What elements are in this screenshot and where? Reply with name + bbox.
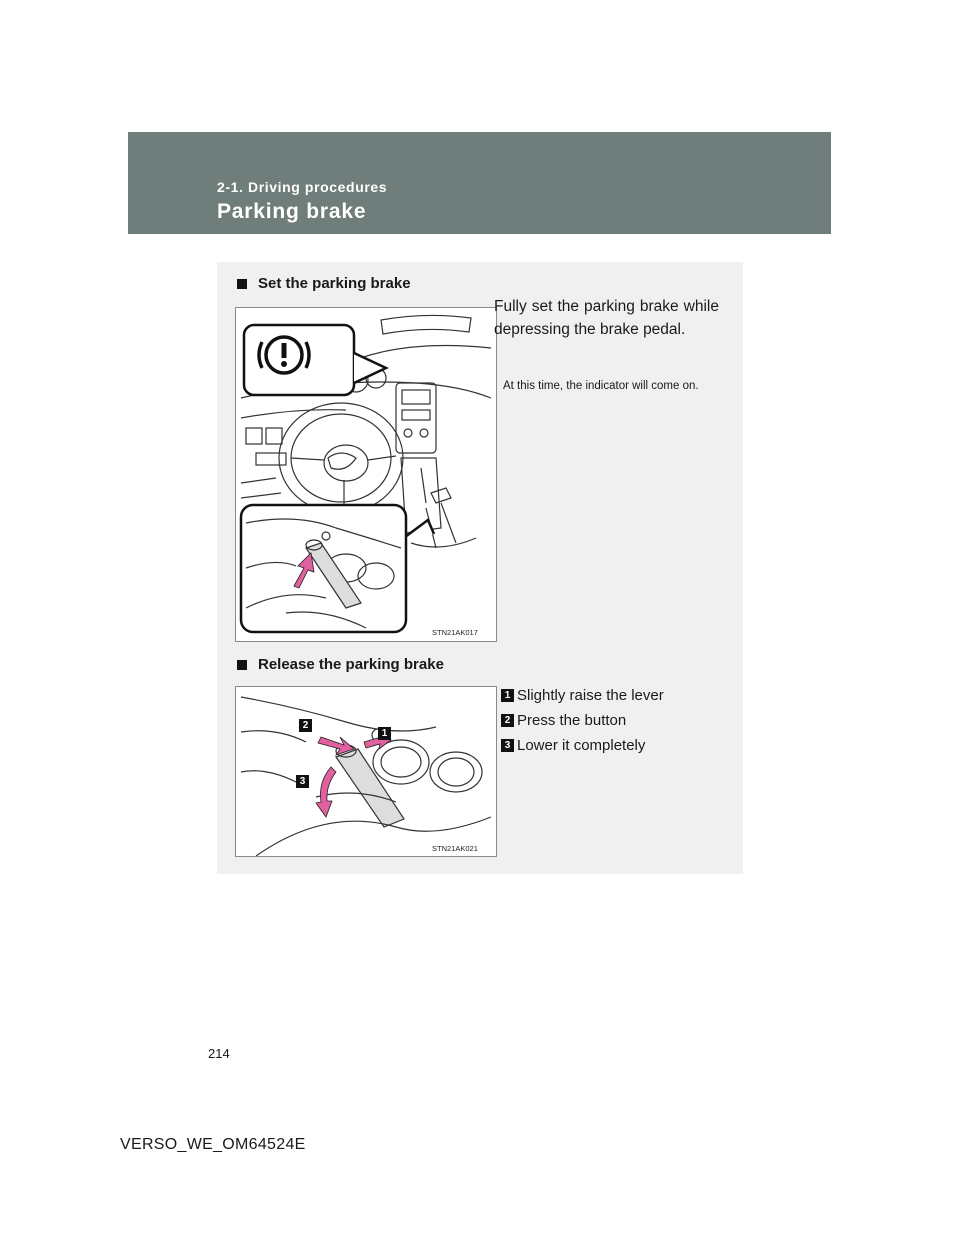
step-text: Press the button	[517, 712, 627, 729]
lower-arrow-icon	[316, 767, 336, 817]
page-number: 214	[208, 1046, 230, 1061]
step-number: 2	[501, 714, 514, 727]
set-heading-text: Set the parking brake	[258, 275, 411, 292]
release-heading-text: Release the parking brake	[258, 656, 444, 673]
manual-code: VERSO_WE_OM64524E	[120, 1136, 306, 1153]
step-item	[501, 708, 664, 733]
figure-marker-3: 3	[296, 775, 309, 788]
step-text: Slightly raise the lever	[517, 687, 664, 704]
step-item	[501, 733, 664, 758]
step-text: Lower it completely	[517, 737, 646, 754]
release-steps	[501, 683, 664, 758]
figure-marker-1: 1	[378, 727, 391, 740]
figure-code: STN21AK017	[432, 628, 478, 637]
chapter-header	[128, 132, 831, 234]
set-heading	[237, 275, 411, 292]
content-panel	[217, 262, 743, 874]
set-brake-figure	[235, 307, 497, 642]
set-instruction: Fully set the parking brake while depressing the brake pedal.	[494, 298, 719, 338]
release-brake-figure	[235, 686, 497, 857]
set-note: At this time, the indicator will come on.	[503, 380, 699, 392]
step-item	[501, 683, 664, 708]
square-bullet-icon	[237, 279, 247, 289]
lever-illustration	[236, 687, 496, 856]
figure-code: STN21AK021	[432, 844, 478, 853]
section-label: 2-1. Driving procedures	[217, 179, 388, 195]
step-number: 3	[501, 739, 514, 752]
dashboard-illustration	[236, 308, 496, 641]
release-heading	[237, 656, 444, 673]
square-bullet-icon	[237, 660, 247, 670]
step-number: 1	[501, 689, 514, 702]
page-title: Parking brake	[217, 200, 367, 223]
figure-marker-2: 2	[299, 719, 312, 732]
